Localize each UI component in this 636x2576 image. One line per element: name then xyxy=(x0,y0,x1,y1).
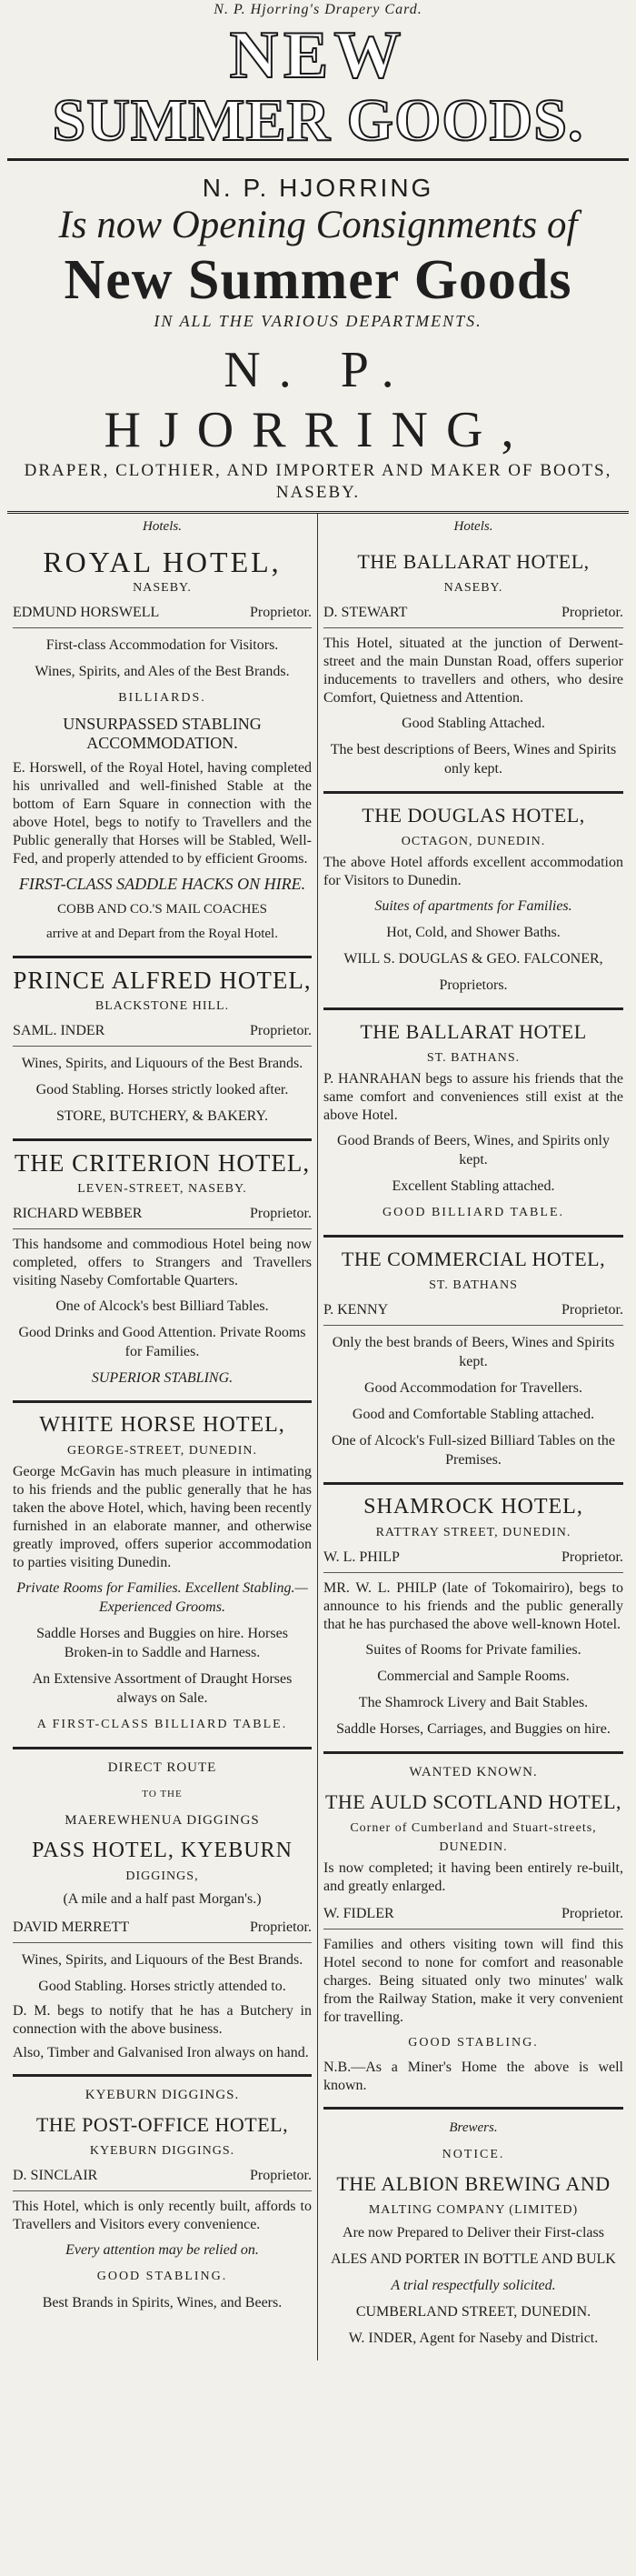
notice-label: NOTICE. xyxy=(442,2148,505,2161)
ad-line: STORE, BUTCHERY, & BAKERY. xyxy=(56,1108,268,1124)
proprietor-label: Proprietor. xyxy=(561,1549,623,1565)
ad-albion-brewing xyxy=(323,2110,623,2360)
hotel-name: PASS HOTEL, KYEBURN xyxy=(32,1839,293,1862)
hotel-location: OCTAGON, DUNEDIN. xyxy=(401,835,546,848)
divider xyxy=(7,158,629,161)
proprietor-name: D. SINCLAIR xyxy=(13,2168,98,2183)
proprietor-label: Proprietor. xyxy=(250,1023,312,1038)
ad-post-office-hotel xyxy=(13,2077,312,2325)
ad-line: WILL S. DOUGLAS & GEO. FALCONER, xyxy=(343,951,603,967)
ad-line: Saddle Horses, Carriages, and Buggies on hire. xyxy=(336,1721,611,1737)
ad-paragraph: This handsome and commodious Hotel being now completed, offers to Strangers and Travellers visiting Naseby Comfortable Quarters. xyxy=(13,1237,312,1288)
ad-line: arrive at and Depart from the Royal Hotel. xyxy=(46,927,278,941)
ad-line: Excellent Stabling attached. xyxy=(392,1178,555,1194)
ad-line: The best descriptions of Beers, Wines and Spirits only kept. xyxy=(330,742,617,777)
proprietor-name: RICHARD WEBBER xyxy=(13,1206,143,1221)
ad-line: An Extensive Assortment of Draught Horses always on Sale. xyxy=(32,1671,293,1706)
proprietor-name: DAVID MERRETT xyxy=(13,1919,130,1935)
ad-line: Suites of Rooms for Private families. xyxy=(365,1642,581,1658)
ad-line: Good Drinks and Good Attention. Private Rooms for Families. xyxy=(18,1325,306,1359)
proprietor-label: Proprietor. xyxy=(561,605,623,620)
ad-paragraph: D. M. begs to notify that he has a Butchery in connection with the above business. xyxy=(13,2003,312,2037)
ad-line: ALES AND PORTER IN BOTTLE AND BULK xyxy=(331,2251,616,2267)
ad-line: Good Stabling Attached. xyxy=(402,716,545,731)
hotel-location: BLACKSTONE HILL. xyxy=(94,999,230,1013)
hotel-name: SHAMROCK HOTEL, xyxy=(363,1495,583,1519)
ad-paragraph: N.B.—As a Miner's Home the above is well known. xyxy=(323,2060,623,2093)
hotel-location: GEORGE-STREET, DUNEDIN. xyxy=(67,1444,257,1458)
ad-paragraph: Is now completed; it having been entirely re-built, and greatly enlarged. xyxy=(323,1860,623,1894)
proprietor-name: SAML. INDER xyxy=(13,1023,105,1038)
hotel-name: THE AULD SCOTLAND HOTEL, xyxy=(324,1790,622,1813)
ad-line: One of Alcock's best Billiard Tables. xyxy=(55,1298,269,1314)
ad-pass-hotel xyxy=(13,1749,312,2077)
company-name: THE ALBION BREWING AND xyxy=(336,2172,611,2195)
ad-line: Good and Comfortable Stabling attached. xyxy=(352,1407,595,1422)
hotel-location: RATTRAY STREET, DUNEDIN. xyxy=(375,1526,571,1539)
hotel-location: LEVEN-STREET, NASEBY. xyxy=(77,1182,247,1196)
ad-line: GOOD STABLING. xyxy=(408,2036,539,2050)
hotel-name: ROYAL HOTEL, xyxy=(43,546,282,578)
ad-banner: TO THE xyxy=(142,1789,183,1799)
ad-paragraph: P. HANRAHAN begs to assure his friends that the same comfort and conveniences still exist at the above Hotel. xyxy=(323,1071,623,1123)
ad-line: Only the best brands of Beers, Wines and Spirits kept. xyxy=(332,1335,615,1369)
ad-line: A FIRST-CLASS BILLIARD TABLE. xyxy=(36,1718,288,1731)
ad-line: W. INDER, Agent for Naseby and District. xyxy=(348,2330,599,2346)
ad-line: Proprietors. xyxy=(439,977,508,993)
ad-line: Good Accommodation for Travellers. xyxy=(364,1380,582,1396)
proprietor-label: Proprietor. xyxy=(561,1302,623,1318)
ad-paragraph: This Hotel, situated at the junction of Derwent-street and the main Dunstan Road, offers superior inducements to travellers and others, who desire Comfort, Quietness and Attention. xyxy=(323,636,623,706)
ad-line: SUPERIOR STABLING. xyxy=(91,1370,234,1386)
ad-paragraph: This Hotel, which is only recently built, affords to Travellers and Visitors every convenience. xyxy=(13,2199,312,2232)
ad-paragraph: George McGavin has much pleasure in intimating to his friends and the public generally that he has taken the above Hotel, which, having been recently furnished in an elaborate manner, and otherwise greatly improved, offers superior accommodation to parties visiting Dunedin. xyxy=(13,1464,312,1570)
ad-royal-hotel xyxy=(13,540,312,958)
ad-prince-alfred-hotel xyxy=(13,958,312,1141)
ad-line: Wines, Spirits, and Ales of the Best Brands. xyxy=(35,664,290,679)
ad-line: Every attention may be relied on. xyxy=(65,2242,259,2258)
top-caption: N. P. Hjorring's Drapery Card. xyxy=(214,2,422,17)
town-line: NASEBY. xyxy=(275,483,361,502)
ad-commercial-hotel xyxy=(323,1238,623,1485)
hotel-location: ST. BATHANS xyxy=(429,1278,518,1292)
hotel-location: ST. BATHANS. xyxy=(426,1051,521,1065)
ad-line: GOOD BILLIARD TABLE. xyxy=(383,1206,564,1219)
proprietor-label: Proprietor. xyxy=(250,2168,312,2183)
ad-line: COBB AND CO.'S MAIL COACHES xyxy=(57,902,267,917)
hotel-name: THE BALLARAT HOTEL xyxy=(360,1020,587,1043)
right-column xyxy=(318,514,629,2360)
ad-line: A trial respectfully solicited. xyxy=(391,2278,556,2293)
ad-banner: WANTED KNOWN. xyxy=(409,1765,538,1779)
proprietor-line xyxy=(323,1899,623,1929)
new-summer-goods-line: New Summer Goods xyxy=(64,249,572,311)
ad-banner: KYEBURN DIGGINGS. xyxy=(84,2088,240,2102)
ad-paragraph: The above Hotel affords excellent accommodation for Visitors to Dunedin. xyxy=(323,855,623,888)
ad-line: First-class Accommodation for Visitors. xyxy=(45,637,279,653)
hotel-location: KYEBURN DIGGINGS. xyxy=(89,2144,235,2158)
proprietor-name: P. KENNY xyxy=(323,1302,389,1318)
ad-paragraph: MR. W. L. PHILP (late of Tokomairiro), begs to announce to his friends and the public generally that he has purchased the above well-known Hotel. xyxy=(323,1580,623,1632)
proprietor-label: Proprietor. xyxy=(250,605,312,620)
ad-line: BILLIARDS. xyxy=(118,691,206,705)
ad-shamrock-hotel xyxy=(323,1485,623,1754)
ad-line: Good Brands of Beers, Wines, and Spirits only kept. xyxy=(337,1133,610,1168)
hotel-location: DIGGINGS, xyxy=(125,1869,199,1883)
hotel-name: WHITE HORSE HOTEL, xyxy=(39,1413,285,1437)
proprietor-line xyxy=(13,1912,312,1943)
hotel-name: THE DOUGLAS HOTEL, xyxy=(362,804,585,827)
ad-ballarat-hotel-st-bathans xyxy=(323,1010,623,1238)
hotel-location: NASEBY. xyxy=(443,581,503,595)
ad-line: (A mile and a half past Morgan's.) xyxy=(63,1891,262,1907)
proprietor-label: Proprietor. xyxy=(250,1206,312,1221)
ad-line: UNSURPASSED STABLING ACCOMMODATION. xyxy=(63,715,262,752)
proprietor-line xyxy=(323,597,623,628)
hotel-name: THE CRITERION HOTEL, xyxy=(14,1149,311,1177)
ad-line: Wines, Spirits, and Liquours of the Best Brands. xyxy=(21,1952,303,1968)
section-title: Brewers. xyxy=(449,2120,498,2135)
ad-line: Commercial and Sample Rooms. xyxy=(377,1669,570,1684)
ad-douglas-hotel xyxy=(323,794,623,1010)
proprietor-name: W. L. PHILP xyxy=(323,1549,400,1565)
advert-columns xyxy=(7,511,629,2360)
ad-line: Are now Prepared to Deliver their First-class xyxy=(343,2225,604,2240)
ad-line: Good Stabling. Horses strictly attended to. xyxy=(38,1979,286,1994)
ad-criterion-hotel xyxy=(13,1141,312,1403)
draper-line: DRAPER, CLOTHIER, AND IMPORTER AND MAKER OF BOOTS, xyxy=(24,461,612,480)
proprietor-name: EDMUND HORSWELL xyxy=(13,605,160,620)
opening-line: Is now Opening Consignments of xyxy=(58,204,578,246)
ad-banner: DIRECT ROUTE xyxy=(107,1760,217,1775)
ad-white-horse-hotel xyxy=(13,1403,312,1749)
ad-line: Saddle Horses and Buggies on hire. Horses Broken-in to Saddle and Harness. xyxy=(36,1626,288,1660)
left-column xyxy=(7,514,318,2360)
ad-line: The Shamrock Livery and Bait Stables. xyxy=(358,1695,589,1710)
proprietor-line xyxy=(13,1198,312,1229)
headline-new: NEW xyxy=(229,18,407,93)
ad-paragraph: E. Horswell, of the Royal Hotel, having completed his unrivalled and well-finished Stable at the bottom of Earn Square in connection with the above Hotel, begs to notify to Travellers and the Public generally that Horses will be Stabled, Well-Fed, and properly attended to by efficient Grooms. xyxy=(13,760,312,867)
hotel-name: THE COMMERCIAL HOTEL, xyxy=(341,1248,606,1270)
proprietor-line xyxy=(323,1295,623,1326)
proprietor-line xyxy=(323,1542,623,1573)
hotel-name: THE BALLARAT HOTEL, xyxy=(357,550,590,573)
departments-line: IN ALL THE VARIOUS DEPARTMENTS. xyxy=(154,312,482,330)
proprietor-label: Proprietor. xyxy=(561,1906,623,1921)
ad-line: Private Rooms for Families. Excellent Stabling.—Experienced Grooms. xyxy=(16,1580,308,1615)
proprietor-name: D. STEWART xyxy=(323,605,408,620)
ad-banner: MAEREWHENUA DIGGINGS xyxy=(65,1813,260,1828)
ad-line: One of Alcock's Full-sized Billiard Tables on the Premises. xyxy=(331,1433,616,1468)
section-title: Hotels. xyxy=(143,519,182,534)
ad-auld-scotland-hotel xyxy=(323,1754,623,2110)
proprietor-name: W. FIDLER xyxy=(323,1906,394,1921)
company-name-line2: MALTING COMPANY (LIMITED) xyxy=(368,2203,579,2217)
section-title: Hotels. xyxy=(453,519,493,534)
merchant-name-small: N. P. HJORRING xyxy=(202,174,434,202)
ad-line: FIRST-CLASS SADDLE HACKS ON HIRE. xyxy=(18,875,306,893)
ad-line: GOOD STABLING. xyxy=(96,2270,228,2283)
proprietor-label: Proprietor. xyxy=(250,1919,312,1935)
headline-summer-goods: SUMMER GOODS. xyxy=(52,87,584,154)
merchant-name-big: N. P. HJORRING, xyxy=(104,342,532,458)
hotel-name: PRINCE ALFRED HOTEL, xyxy=(13,967,312,994)
proprietor-line xyxy=(13,1016,312,1047)
proprietor-line xyxy=(13,597,312,628)
ad-line: CUMBERLAND STREET, DUNEDIN. xyxy=(355,2304,591,2320)
hotel-name: THE POST-OFFICE HOTEL, xyxy=(35,2113,289,2136)
ad-line: Suites of apartments for Families. xyxy=(374,898,572,914)
hotel-location: Corner of Cumberland and Stuart-streets, DUNEDIN. xyxy=(350,1821,597,1854)
ad-line: Hot, Cold, and Shower Baths. xyxy=(386,925,561,940)
ad-paragraph: Families and others visiting town will find this Hotel second to none for comfort and reasonable charges. Being situated only two minutes' walk from the Railway Station, make it very convenient for travelling. xyxy=(323,1937,623,2025)
ad-paragraph: Also, Timber and Galvanised Iron always on hand. xyxy=(13,2045,309,2060)
hotel-location: NASEBY. xyxy=(133,581,192,595)
proprietor-line xyxy=(13,2160,312,2191)
ad-line: Wines, Spirits, and Liquours of the Best Brands. xyxy=(21,1056,303,1071)
ad-ballarat-hotel-naseby xyxy=(323,540,623,794)
ad-line: Best Brands in Spirits, Wines, and Beers. xyxy=(42,2295,283,2310)
ad-line: Good Stabling. Horses strictly looked after. xyxy=(35,1082,289,1098)
